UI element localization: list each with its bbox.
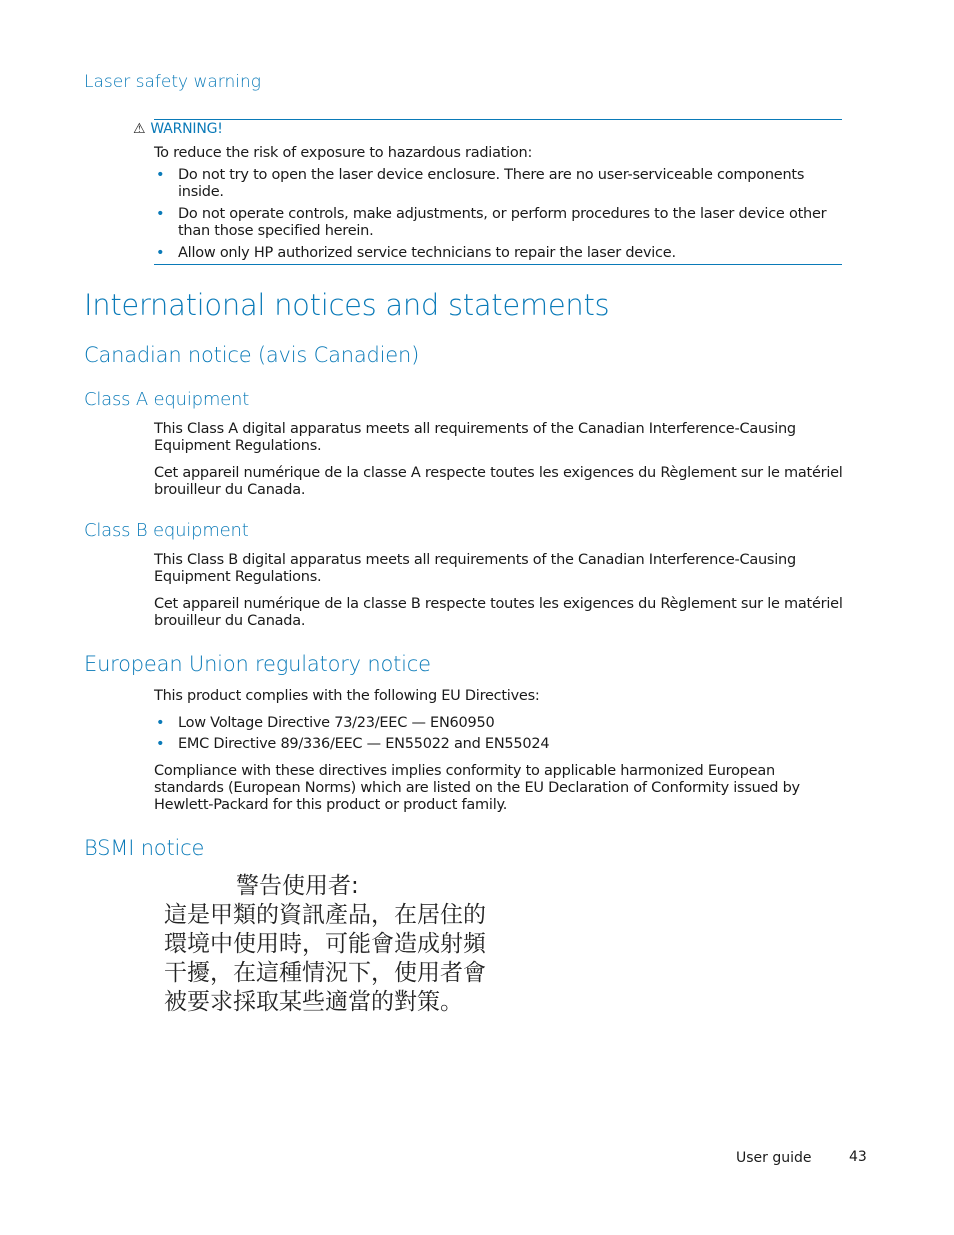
warning-header: [133, 121, 223, 137]
international-heading: International notices and statements: [84, 288, 610, 322]
footer-label: User guide: [736, 1150, 812, 1166]
laser-safety-heading: Laser safety warning: [84, 72, 261, 92]
warning-intro: To reduce the risk of exposure to hazardous radiation:: [154, 145, 533, 161]
canadian-notice-heading: Canadian notice (avis Canadien): [84, 343, 420, 367]
eu-intro: This product complies with the following EU Directives:: [154, 688, 540, 704]
class-a-english: This Class A digital apparatus meets all requirements of the Canadian Interference-Causing Equipment Regulations.: [154, 421, 796, 454]
warning-triangle-icon: ⚠: [133, 121, 146, 137]
warning-top-rule: [154, 119, 842, 120]
bsmi-line: 被要求採取某些適當的對策。: [164, 989, 463, 1015]
list-item: • Do not operate controls, make adjustments, or perform procedures to the laser device other than those specified herein.: [154, 206, 844, 240]
warning-bullet-list: [154, 167, 844, 262]
list-item: • EMC Directive 89/336/EEC — EN55022 and EN55024: [154, 736, 844, 753]
eu-notice-heading: European Union regulatory notice: [84, 652, 431, 676]
class-a-french: Cet appareil numérique de la classe A respecte toutes les exigences du Règlement sur le matériel brouilleur du Canada.: [154, 465, 843, 498]
list-item: • Allow only HP authorized service technicians to repair the laser device.: [154, 245, 844, 262]
class-b-french: Cet appareil numérique de la classe B respecte toutes les exigences du Règlement sur le matériel brouilleur du Canada.: [154, 596, 843, 629]
bsmi-line: 環境中使用時，可能會造成射頻: [164, 931, 486, 957]
bsmi-line: 警告使用者:: [236, 873, 359, 899]
list-item: • Low Voltage Directive 73/23/EEC — EN60950: [154, 715, 844, 732]
class-b-heading: Class B equipment: [84, 520, 249, 541]
page-number: 43: [849, 1149, 867, 1165]
bsmi-notice-heading: BSMI notice: [84, 836, 205, 860]
bsmi-line: 干擾，在這種情況下，使用者會: [164, 960, 486, 986]
list-item: • Do not try to open the laser device enclosure. There are no user-serviceable components inside.: [154, 167, 844, 201]
eu-directive-list: [154, 715, 844, 753]
bsmi-line: 這是甲類的資訊產品，在居住的: [164, 902, 486, 928]
bsmi-chinese-text: [164, 872, 524, 1017]
class-b-english: This Class B digital apparatus meets all requirements of the Canadian Interference-Causing Equipment Regulations.: [154, 552, 796, 585]
warning-bottom-rule: [154, 264, 842, 265]
warning-label: WARNING!: [150, 121, 223, 137]
eu-compliance-text: Compliance with these directives implies conformity to applicable harmonized European standards (European Norms) which are listed on the EU Declaration of Conformity issued by Hewlett-Packard for this product or product family.: [154, 763, 800, 813]
class-a-heading: Class A equipment: [84, 389, 250, 410]
